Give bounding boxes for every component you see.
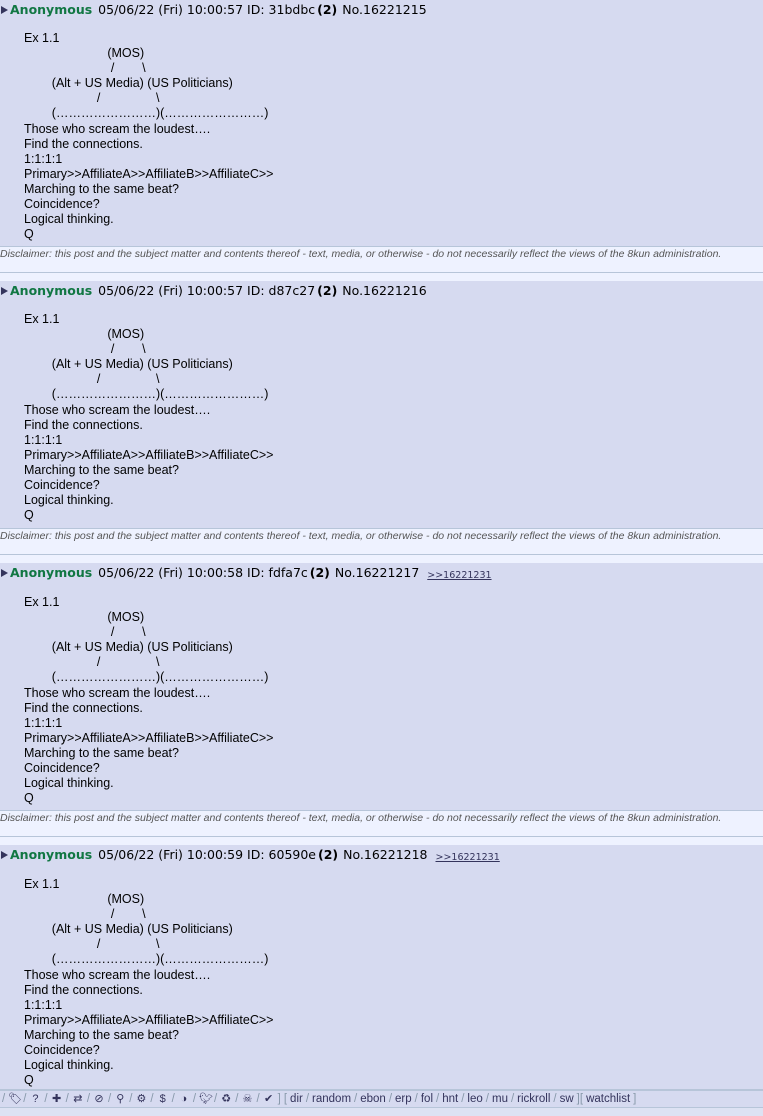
separator: / [214,1093,218,1105]
separator: / [150,1093,154,1105]
post-menu-arrow-icon[interactable] [1,569,8,577]
post-number-link[interactable]: No.16221216 [342,283,427,298]
help-icon[interactable]: ? [32,1093,39,1105]
search-icon[interactable]: ⚲ [116,1093,125,1105]
post-menu-arrow-icon[interactable] [1,287,8,295]
separator: [ [283,1093,288,1105]
post [0,281,763,529]
post-menu-arrow-icon[interactable] [1,851,8,859]
plus-icon[interactable]: ✚ [52,1093,62,1105]
separator: / [108,1093,112,1105]
post-date: 05/06/22 (Fri) 10:00:57 [98,2,244,17]
poster-id[interactable]: ID: d87c27 [247,283,316,298]
separator: / [436,1093,440,1105]
separator: / [235,1093,239,1105]
disclaimer: Disclaimer: this post and the subject matter and contents thereof - text, media, or otherwise - do not necessarily reflect the views of the 8kun administration. [0,248,722,260]
post [0,563,763,811]
reply-backlink[interactable]: >>16221231 [427,570,492,581]
board-link-ebon[interactable]: ebon [360,1093,386,1105]
separator: / [2,1093,6,1105]
post-menu-arrow-icon[interactable] [1,6,8,14]
bottom-strip [0,1108,763,1116]
bug-icon[interactable]: ☠ [242,1093,253,1105]
poster-name: Anonymous [10,2,93,17]
board-link-dir[interactable]: dir [290,1093,303,1105]
disclaimer: Disclaimer: this post and the subject matter and contents thereof - text, media, or otherwise - do not necessarily reflect the views of the 8kun administration. [0,530,722,542]
dollar-icon[interactable]: $ [159,1093,166,1105]
separator: / [461,1093,465,1105]
recycle-icon[interactable]: ♻ [221,1093,232,1105]
separator: / [388,1093,393,1105]
post-number-link[interactable]: No.16221218 [343,847,428,862]
post-header [0,565,492,581]
post-date: 05/06/22 (Fri) 10:00:57 [98,283,244,298]
post-body: Ex 1.1 (MOS) / \ (Alt + US Media) (US Politicians) / \ (……………………)(……………………) Those who scream the loudest…. Find the connections. 1:1:1:1 Primary>>AffiliateA>>AffiliateB>>AffiliateC>> Marching to the same beat? Coincidence? Logical thinking. Q [24,595,274,806]
twitter-icon[interactable]: 🐦︎ [199,1093,213,1105]
separator: ][ [576,1093,584,1105]
board-link-erp[interactable]: erp [395,1093,412,1105]
post-header [0,847,500,863]
separator: / [354,1093,358,1105]
separator: / [44,1093,48,1105]
post-number-link[interactable]: No.16221217 [334,565,420,580]
poster-post-count: (2) [309,565,330,580]
poster-name: Anonymous [10,847,93,862]
post-body: Ex 1.1 (MOS) / \ (Alt + US Media) (US Politicians) / \ (……………………)(……………………) Those who scream the loudest…. Find the connections. 1:1:1:1 Primary>>AffiliateA>>AffiliateB>>AffiliateC>> Marching to the same beat? Coincidence? Logical thinking. Q [24,312,274,523]
board-link-random[interactable]: random [312,1093,352,1105]
board-navigation-bar [0,1090,763,1108]
separator: / [192,1093,197,1105]
poster-name: Anonymous [10,283,93,298]
poster-post-count: (2) [318,847,339,862]
post [0,845,763,1090]
random-icon[interactable]: ⇄ [73,1093,83,1105]
board-link-hnt[interactable]: hnt [442,1093,459,1105]
separator: / [510,1093,515,1105]
post-date: 05/06/22 (Fri) 10:00:59 [98,847,244,862]
separator: / [256,1093,260,1105]
post-body: Ex 1.1 (MOS) / \ (Alt + US Media) (US Politicians) / \ (……………………)(……………………) Those who scream the loudest…. Find the connections. 1:1:1:1 Primary>>AffiliateA>>AffiliateB>>AffiliateC>> Marching to the same beat? Coincidence? Logical thinking. Q [24,31,274,242]
separator: / [23,1093,27,1105]
separator: / [414,1093,418,1105]
board-link-fol[interactable]: fol [420,1093,434,1105]
tags-icon[interactable]: 🏷︎ [8,1093,23,1105]
contrast-icon[interactable]: ◑ [180,1093,188,1105]
separator: / [305,1093,310,1105]
disclaimer: Disclaimer: this post and the subject matter and contents thereof - text, media, or otherwise - do not necessarily reflect the views of the 8kun administration. [0,812,722,824]
board-link-rickroll[interactable]: rickroll [517,1093,551,1105]
poster-post-count: (2) [317,283,338,298]
ban-icon[interactable]: ⊘ [94,1093,104,1105]
post [0,0,763,247]
poster-id[interactable]: ID: fdfa7c [247,565,308,580]
separator: / [65,1093,69,1105]
board-link-mu[interactable]: mu [491,1093,508,1105]
post-header [0,283,427,299]
divider [0,554,763,555]
separator: / [86,1093,91,1105]
separator: / [553,1093,557,1105]
watchlist-link[interactable]: watchlist [586,1093,631,1105]
poster-post-count: (2) [317,2,338,17]
poster-id[interactable]: ID: 60590e [247,847,316,862]
divider [0,836,763,837]
board-link-sw[interactable]: sw [559,1093,574,1105]
post-number-link[interactable]: No.16221215 [342,2,427,17]
poster-name: Anonymous [10,565,93,580]
separator: ] [633,1093,637,1105]
separator: / [129,1093,133,1105]
settings-icon[interactable]: ⚙ [136,1093,147,1105]
separator: / [171,1093,175,1105]
post-header [0,2,427,18]
separator: / [485,1093,489,1105]
reply-backlink[interactable]: >>16221231 [435,852,500,863]
separator: ] [277,1093,281,1105]
post-body: Ex 1.1 (MOS) / \ (Alt + US Media) (US Politicians) / \ (……………………)(……………………) Those who scream the loudest…. Find the connections. 1:1:1:1 Primary>>AffiliateA>>AffiliateB>>AffiliateC>> Marching to the same beat? Coincidence? Logical thinking. Q [24,877,274,1088]
poster-id[interactable]: ID: 31bdbc [247,2,316,17]
board-link-leo[interactable]: leo [467,1093,483,1105]
post-date: 05/06/22 (Fri) 10:00:58 [98,565,244,580]
divider [0,272,763,273]
check-circle-icon[interactable]: ✔ [264,1093,274,1105]
